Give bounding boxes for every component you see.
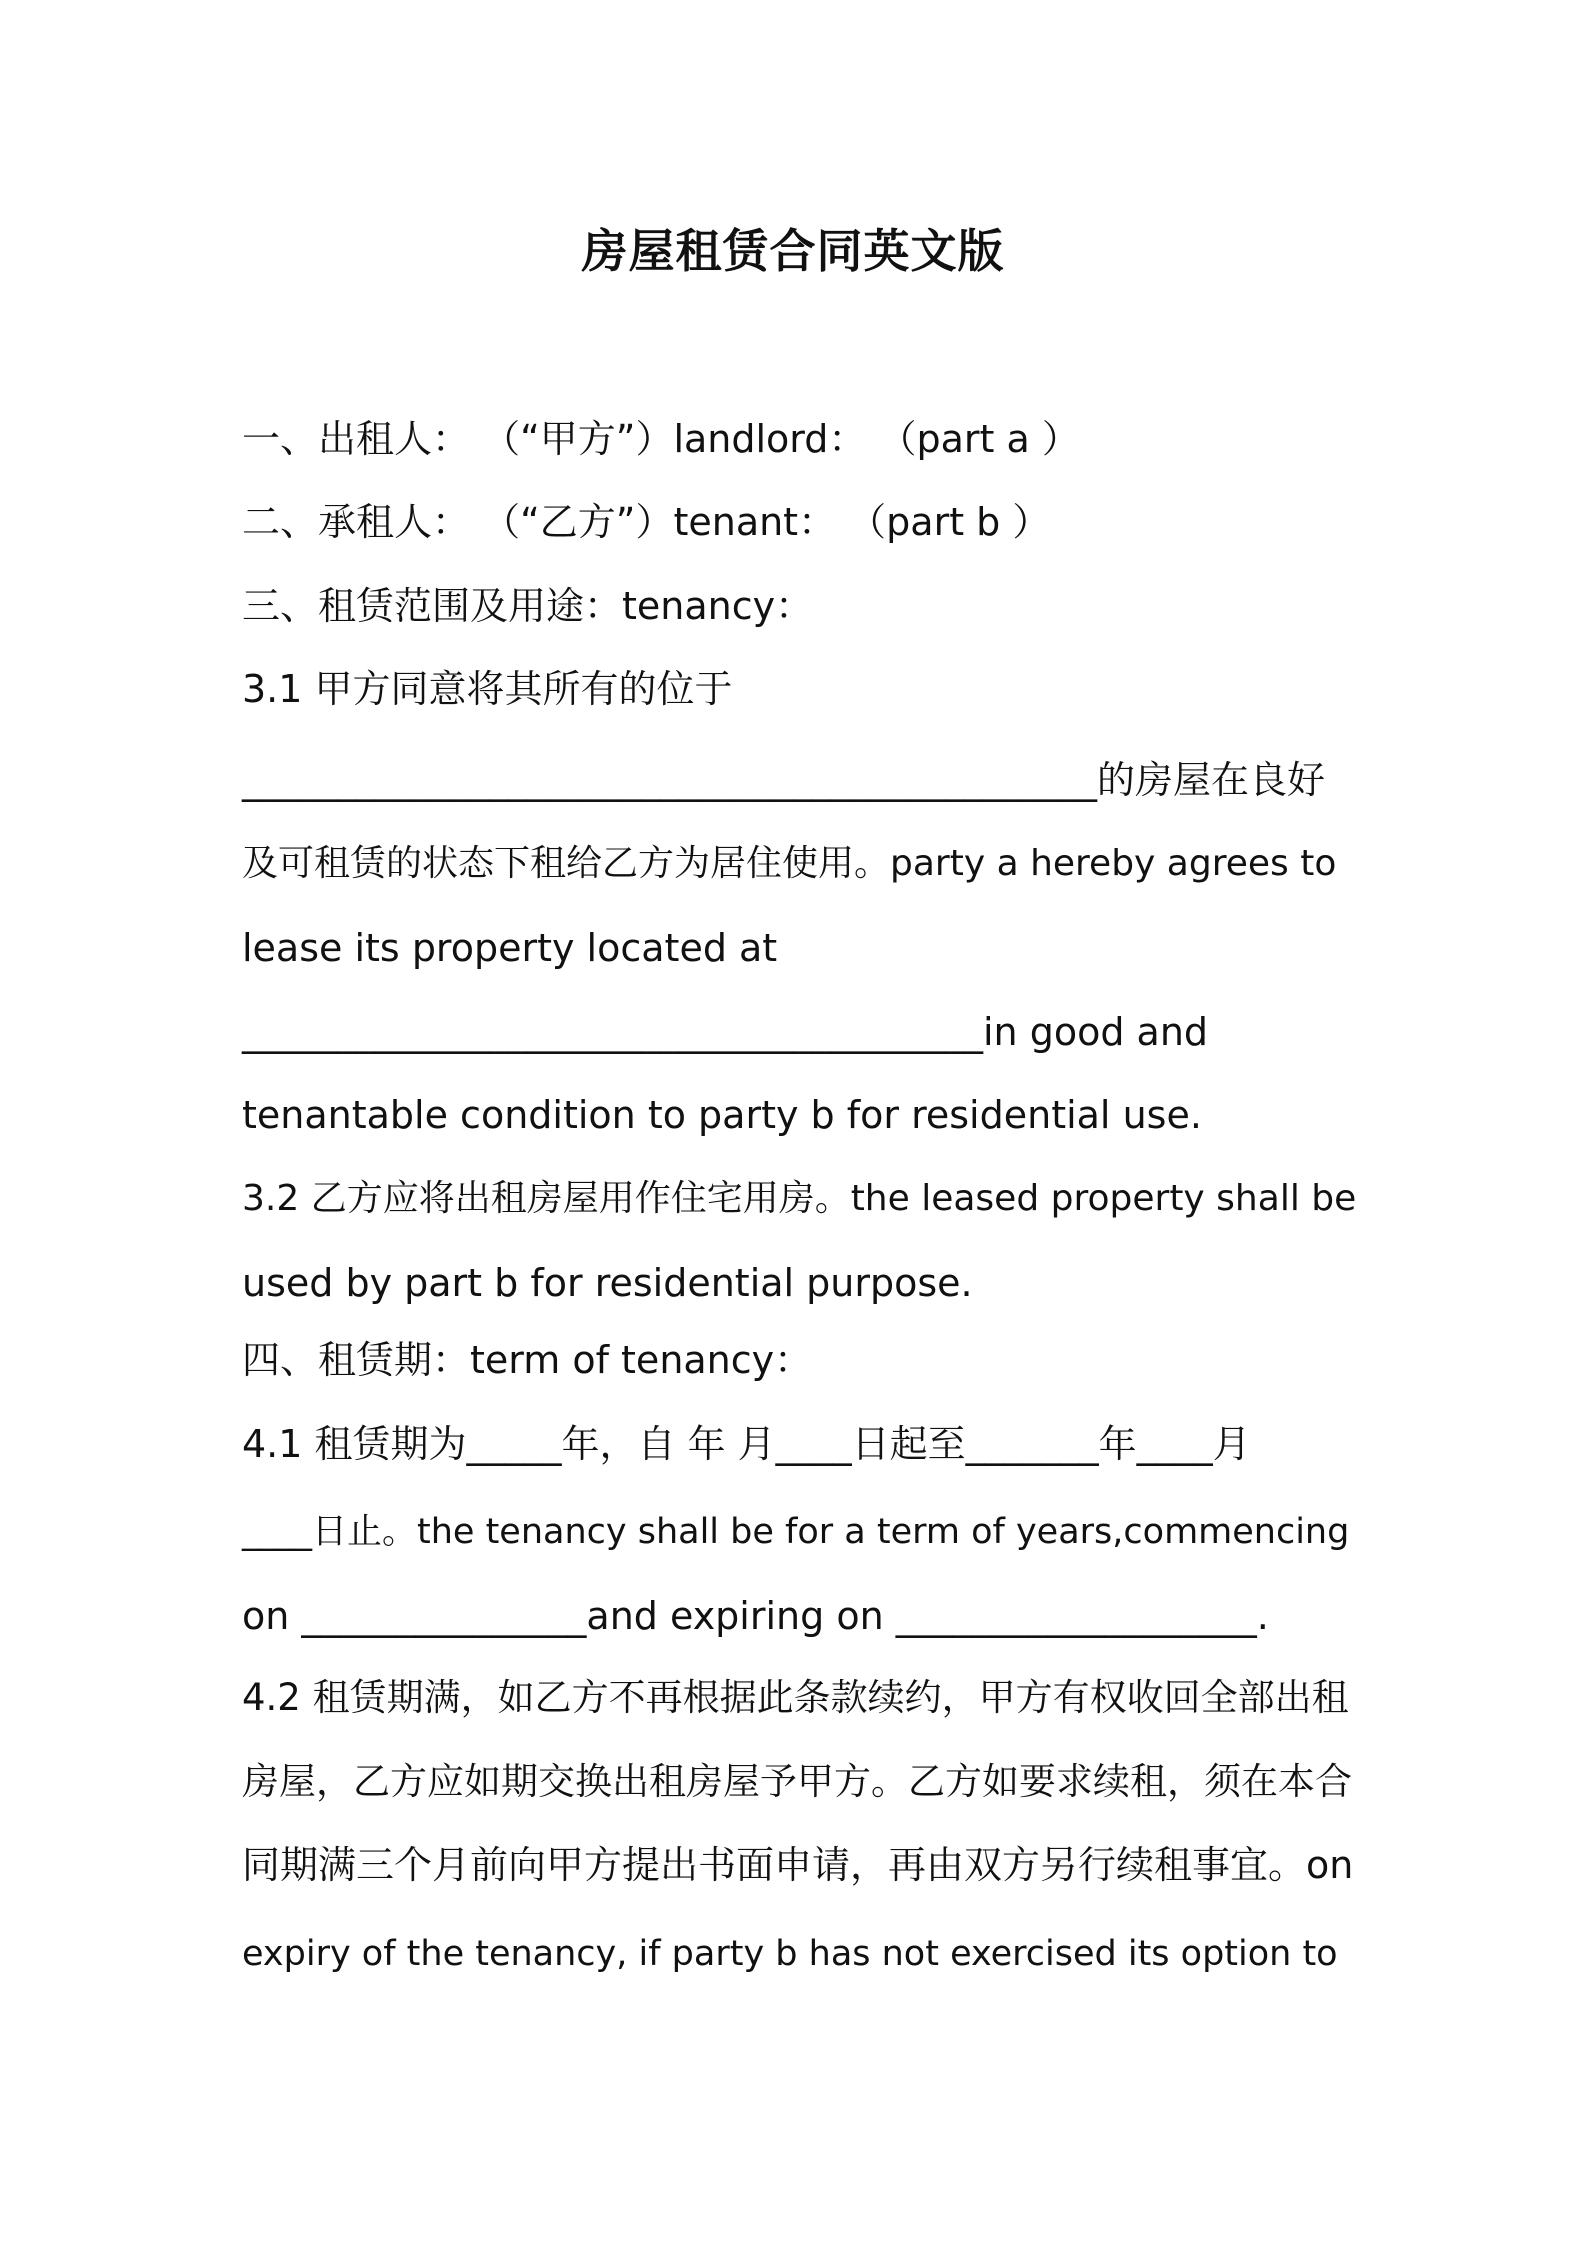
clause-3-2-line-1: 3.2 乙方应将出租房屋用作住宅用房。the leased property shall be <box>242 1178 1357 1219</box>
clause-4-1-line-1: 4.1 租赁期为_____年，自 年 月____日起至_______年____月 <box>242 1422 1251 1466</box>
clause-4-1-line-3: on _______________and expiring on ___________________. <box>242 1594 1269 1638</box>
clause-4-1-line-2: ____日止。the tenancy shall be for a term of years,commencing <box>242 1512 1350 1552</box>
clause-3-1-line-1: 3.1 甲方同意将其所有的位于 <box>242 667 733 711</box>
clause-3-1-line-5: _______________________________________in good and <box>242 1010 1209 1054</box>
clause-tenant: 二、承租人： （“乙方”）tenant： （part b ） <box>242 500 1051 544</box>
clause-4-2-line-2: 房屋，乙方应如期交换出租房屋予甲方。乙方如要求续租，须在本合 <box>242 1760 1352 1803</box>
clause-4-2-line-4: expiry of the tenancy, if party b has not exercised its option to <box>242 1934 1338 1974</box>
clause-4-2-line-3: 同期满三个月前向甲方提出书面申请，再由双方另行续租事宜。on <box>242 1843 1354 1887</box>
clause-3-1-line-3: 及可租赁的状态下租给乙方为居住使用。party a hereby agrees to <box>242 843 1337 884</box>
clause-3-2-line-2: used by part b for residential purpose. <box>242 1261 973 1305</box>
clause-term-heading: 四、租赁期：term of tenancy： <box>242 1338 813 1382</box>
clause-4-2-line-1: 4.2 租赁期满，如乙方不再根据此条款续约，甲方有权收回全部出租 <box>242 1676 1349 1719</box>
clause-tenancy-heading: 三、租赁范围及用途：tenancy： <box>242 584 814 628</box>
clause-3-1-line-2: _____________________________________________的房屋在良好 <box>242 758 1326 802</box>
clause-3-1-line-4: lease its property located at <box>242 926 778 970</box>
clause-3-1-line-6: tenantable condition to party b for residential use. <box>242 1093 1202 1137</box>
clause-landlord: 一、出租人： （“甲方”）landlord： （part a ） <box>242 417 1080 461</box>
document-title: 房屋租赁合同英文版 <box>581 224 1005 278</box>
